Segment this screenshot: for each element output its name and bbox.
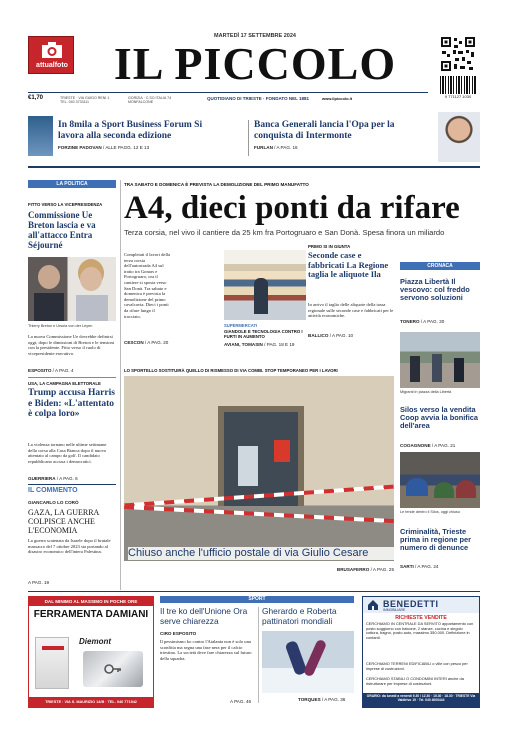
teaser-headline-right[interactable]: Banca Generali lancia l'Opa per la conquista di Intermonte [254, 120, 395, 141]
photo-camera-icon [41, 40, 63, 60]
post-office-story [124, 368, 394, 590]
teaser-bottom-rule [28, 166, 480, 168]
left-divider-1 [28, 377, 116, 378]
teaser-headline-left[interactable]: In 8mila a Sport Business Forum Si lavora alla seconda edizione [58, 120, 203, 141]
sport-item1-author: CIRO ESPOSITO [160, 631, 197, 636]
main-author: CESCON [124, 340, 144, 345]
sport-divider [258, 607, 259, 703]
politica-body: La nuova Commissione Ue dovrebbe definirsi oggi, dopo le dimissioni di Breton e le tensioni con la presidente. Fitto verso il ruolo di vicepresidente esecutivo. [28, 334, 115, 356]
cronaca-item3-page: A PAG. 24 [417, 564, 439, 569]
masthead [0, 0, 510, 104]
section-label-sport: SPORT [160, 596, 354, 603]
tende-photo [400, 452, 480, 508]
politica-headline[interactable]: Commissione Ue Breton lascia e va all'attacco Entra Séjourné [28, 210, 96, 250]
politica-kicker: FITTO VERSO LA VICEPRESIDENZA [28, 202, 103, 207]
barcode-number: 9 771127 1030 [444, 94, 472, 99]
seconde-case-kicker: PRIMO SI IN GIUNTA [308, 244, 351, 249]
left-column [28, 180, 116, 590]
seconde-case-page: A PAG. 10 [332, 333, 354, 338]
supermarket-author: AVIANI, TOMASIN [224, 342, 263, 347]
teaser-page-right: A PAG. 16 [276, 145, 298, 150]
supermarket-label: SUPERMERCATI [224, 323, 258, 328]
benedetti-header [363, 597, 479, 613]
teaser-page-left: ALLE PAGG. 12 E 13 [105, 145, 150, 150]
masthead-info-3: GORIZIA · C.SO ITALIA 74 [128, 96, 172, 100]
masthead-rule [28, 92, 428, 93]
teaser-author-left: FORZINE PADOVAN [58, 145, 102, 150]
main-subhead: Terza corsia, nel vivo il cantiere da 25 km fra Portogruaro e San Donà. Spesa finora un miliardo [124, 228, 445, 237]
teaser-sig-right: FURLAN / A PAG. 16 [254, 145, 298, 150]
cronaca-item3-sig: SARTI / A PAG. 24 [400, 564, 439, 569]
cronaca-column [400, 262, 480, 590]
cronaca-item1-headline[interactable]: Piazza Libertà Il vescovo: col freddo servono soluzioni [400, 277, 470, 303]
attualfoto-logo-text: attualfoto [36, 62, 68, 69]
bottom-section-rule [28, 591, 480, 592]
column-divider-left [120, 180, 121, 590]
qr-code-icon [440, 36, 476, 72]
section-label-politica: LA POLITICA [28, 180, 116, 188]
cronaca-item3-author: SARTI [400, 564, 414, 569]
cronaca-item3-headline[interactable]: Criminalità, Trieste prima in regione per numero di denunce [400, 527, 472, 553]
section-label-cronaca: CRONACA [400, 262, 480, 270]
post-office-sig: BRUSAFERRO / A PAG. 25 [336, 567, 394, 572]
skating-photo [262, 631, 354, 693]
commento-label: IL COMMENTO [28, 487, 78, 494]
masthead-info-4: MONFALCONE [128, 100, 154, 104]
benedetti-ad[interactable] [362, 596, 480, 708]
politica-sig: ESPOSITO / A PAG. 4 [28, 368, 74, 373]
benedetti-footer: ORARIO: da lunedì a venerdì 9.30 / 12.30 · 15.30 · 18.30 · TRIESTE Via Valdirivo 19 · Tel. 040 4000444 [363, 693, 479, 707]
ferramenta-ad[interactable] [28, 596, 154, 708]
sport-item2-sig: TORQUES / A PAG. 36 [298, 697, 346, 702]
seconde-case-sig: BALLICO / A PAG. 10 [308, 333, 354, 338]
house-icon [367, 599, 379, 611]
cover-price: €1,70 [28, 95, 44, 101]
masthead-info-1: TRIESTE · VIA GUIDO RENI 1 [60, 96, 110, 100]
cronaca-item2-sig: COOAGNONE / A PAG. 21 [400, 443, 456, 448]
commento-top-rule [28, 484, 116, 485]
benedetti-heading: RICHIESTE VENDITE [395, 615, 447, 621]
politica-author: ESPOSITO [28, 368, 52, 373]
supermarket-page: PAG. 18 E 19 [266, 342, 295, 347]
teaser-photo-right [438, 112, 480, 162]
usa-headline[interactable]: Trump accusa Harris e Biden: «L'attentato è colpa loro» [28, 388, 115, 419]
sport-item1-page: A PAG. 46 [230, 699, 252, 704]
main-page: A PAG. 20 [147, 340, 169, 345]
ferramenta-brand: Diemont [79, 637, 111, 646]
main-body: Completati il lavori della terza corsia dell'autostrada A4 sul tratto tra Gonars e Portogruaro, ora il cantiere si sposta verso San Donà. Tra sabato e domenica è prevista la demolizione del primo cavalcavia. Dieci i ponti da rifare lungo il tracciato. [124, 252, 171, 319]
sport-item2-page: A PAG. 36 [324, 697, 346, 702]
migranti-photo [400, 332, 480, 388]
usa-page: A PAG. 6 [59, 476, 78, 481]
ferramenta-product-photo [35, 637, 69, 689]
cronaca-item2-headline[interactable]: Silos verso la vendita Coop avvia la bonifica dell'area [400, 405, 479, 431]
usa-body: La violenza tornano nelle ultime settimane della corsa alla Casa Bianca dopo il nuovo attentato al campo da golf. Il candidato repubblicano accusa i democratici. [28, 442, 107, 464]
masthead-info-2: TEL. 040 3733111 [60, 100, 90, 104]
ferramenta-footer: TRIESTE · VIA S. MAURIZIO 14/B · TEL. 040 771942 [29, 697, 153, 707]
ferramenta-top-text: DAL MINIMO AL MASSIMO IN POCHE ORE [29, 597, 153, 606]
sport-item1-body: Il pessimismo ko contro l'Atalanta non è solo una sconfitta ma segna una fase nera per il calcio triestino. La società deve fare chiarezza sul futuro della squadra. [160, 639, 252, 661]
masthead-tagline: QUOTIDIANO DI TRIESTE · FONDATO NEL 1881 [206, 96, 309, 101]
main-headline[interactable]: A4, dieci ponti da rifare [124, 190, 460, 226]
cronaca-item1-author: TONERO [400, 319, 420, 324]
sport-section [160, 596, 354, 708]
sport-item1-headline[interactable]: Il tre ko dell'Unione Ora serve chiarezza [160, 606, 248, 626]
commento-headline[interactable]: GAZA, LA GUERRA COLPISCE ANCHE L'ECONOMIA [28, 508, 99, 535]
barcode [440, 76, 476, 94]
commento-author: GIANCARLO LO CORÒ [28, 500, 79, 505]
teaser-divider [248, 120, 249, 156]
main-kicker: TRA SABATO E DOMENICA È PREVISTA LA DEMOLIZIONE DEL PRIMO MANUFATTO [124, 182, 309, 187]
commento-body: La guerra scatenata da Israele dopo il brutale massacro del 7 ottobre 2023 sta portando al disastro economico dell'intera Palestina. [28, 538, 111, 555]
teaser-author-right: FURLAN [254, 145, 273, 150]
benedetti-line-2: CERCHIAMO TERRENI EDIFICABILI o ville con pesco per imprese di costruzioni. [366, 661, 468, 671]
masthead-date: MARTEDÌ 17 SETTEMBRE 2024 [214, 33, 296, 39]
post-office-photo [124, 376, 394, 561]
benedetti-name: BENEDETTI [383, 599, 439, 609]
usa-kicker: USA, LA CAMPAGNA ELETTORALE [28, 381, 101, 386]
teaser-photo-left [28, 116, 53, 156]
politica-photo [28, 257, 116, 321]
ferramenta-lock-photo [83, 651, 143, 687]
main-sig: CESCON / A PAG. 20 [124, 340, 169, 345]
migranti-caption: Migranti in piazza della Libertà [400, 390, 452, 394]
sport-item2-author: TORQUES [298, 697, 321, 702]
politica-caption: Thierry Breton e Ursula von der Leyen [28, 324, 93, 328]
benedetti-line-1: CERCHIAMO IN CENTRALE DA SERVITO appartamento con posto soggiorno con balcone, 2 stanze, cucina e singolo cottura, bagno, posto auto, massimo 350.000. Definizione in contanti. [366, 621, 474, 641]
ferramenta-name: FERRAMENTA DAMIANI [33, 609, 149, 620]
tende-caption: Le tende dentro il Silos, oggi chiuso [400, 510, 460, 514]
post-office-author: BRUSAFERRO [336, 567, 370, 572]
cronaca-item1-sig: TONERO / A PAG. 30 [400, 319, 445, 324]
cronaca-item1-page: A PAG. 30 [423, 319, 445, 324]
teaser-sig-left: FORZINE PADOVAN / ALLE PAGG. 12 E 13 [58, 145, 150, 150]
newspaper-title: IL PICCOLO [113, 38, 397, 89]
seconde-case-headline[interactable]: Seconde case e fabbricati La Regione taglia le aliquote Ila [308, 250, 389, 280]
key-icon [103, 659, 123, 679]
politica-page: A PAG. 4 [54, 368, 74, 373]
supermarket-headline[interactable]: GIANDOLE E TECNOLOGIA CONTRO I FURTI IN AUMENTO [224, 329, 303, 340]
post-office-headline[interactable]: Chiuso anche l'ufficio postale di via Giulio Cesare [128, 547, 394, 560]
supermarket-photo [224, 250, 306, 320]
cronaca-item2-page: A PAG. 21 [434, 443, 456, 448]
post-office-page: A PAG. 25 [372, 567, 394, 572]
benedetti-line-3: CERCHIAMO STABILI O CONDOMINI INTERI anche da ristrutturare per imprese di costruzioni. [366, 676, 464, 686]
cronaca-item2-author: COOAGNONE [400, 443, 431, 448]
sport-item2-headline[interactable]: Gherardo e Roberta pattinatori mondiali [262, 606, 337, 626]
masthead-website[interactable]: www.ilpiccolo.it [322, 96, 353, 101]
benedetti-sub: IMMOBILIARE [383, 608, 406, 612]
supermarket-sig: AVIANI, TOMASIN / PAG. 18 E 19 [224, 342, 295, 347]
commento-page: A PAG. 19 [28, 580, 50, 585]
seconde-case-author: BALLICO [308, 333, 329, 338]
post-office-kicker: LO SPORTELLO SOSTITUIRÀ QUELLO DI RISMESSO DI VIA COMBI. STOP TEMPORANEO PER I LAVORI [124, 368, 338, 373]
usa-author: GUERRIERA [28, 476, 56, 481]
teaser-bar [28, 106, 480, 164]
usa-sig: GUERRIERA / A PAG. 6 [28, 476, 78, 481]
attualfoto-logo[interactable] [28, 36, 74, 74]
seconde-case-body: In arrivo il taglio delle aliquote della tassa regionale sulle seconde case e fabbricati per le attività economiche. [308, 302, 394, 319]
